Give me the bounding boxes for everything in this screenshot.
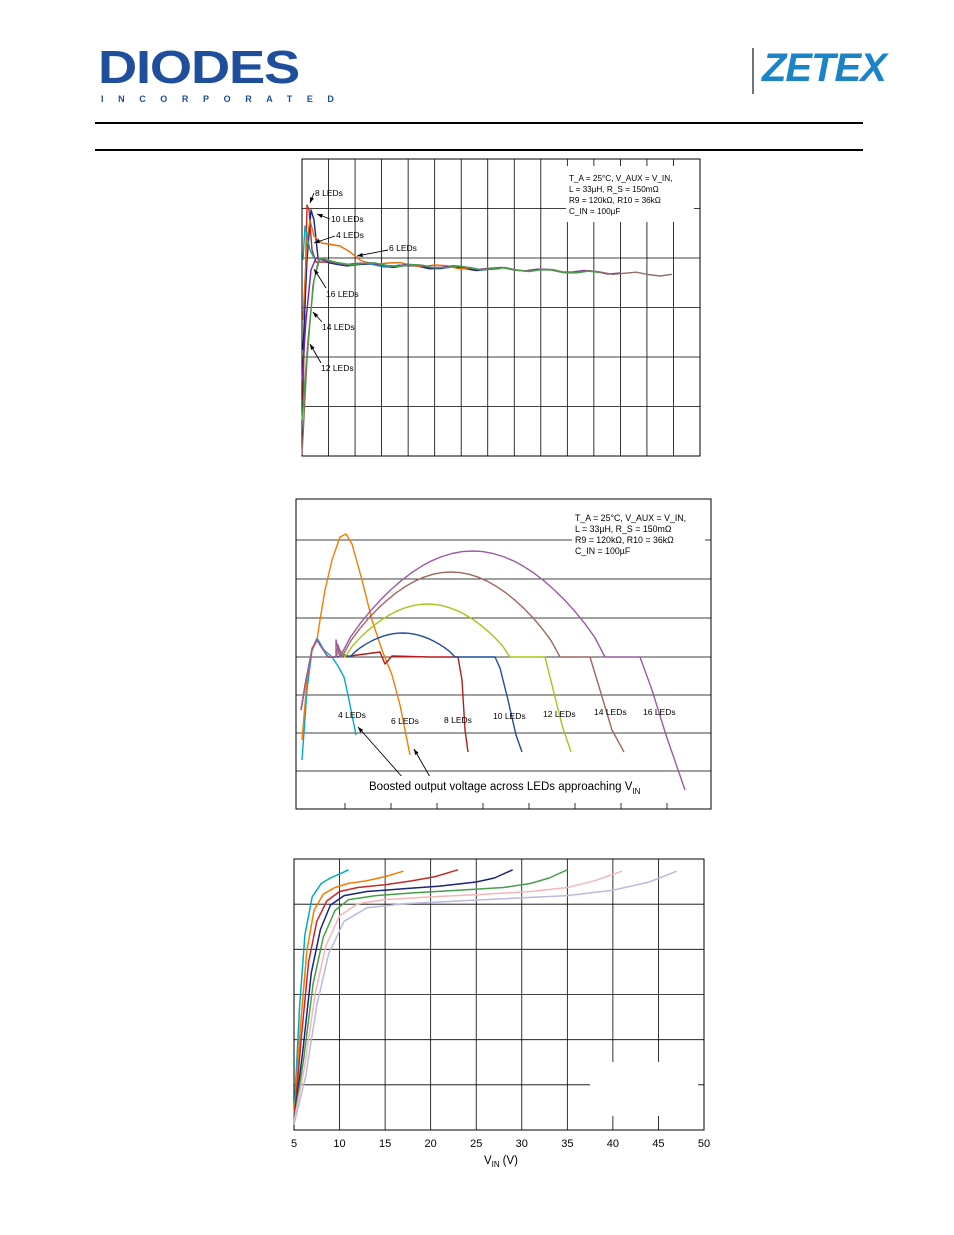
chart-2-label-6-leds: 6 LEDs xyxy=(391,716,419,726)
chart-1-label-14-leds: 14 LEDs xyxy=(322,322,355,332)
chart-3-x-ticks xyxy=(291,1138,710,1150)
chart-3-x-tick-label: 45 xyxy=(652,1138,665,1150)
annotation-line: C_IN = 100µF xyxy=(569,207,621,216)
chart-3 xyxy=(291,859,710,1169)
chart-3-x-tick-label: 15 xyxy=(378,1138,392,1150)
diodes-logo-subtext: INCORPORATED xyxy=(101,94,349,104)
chart-3-x-tick-label: 20 xyxy=(424,1138,437,1150)
annotation-line: T_A = 25°C, V_AUX = V_IN, xyxy=(575,513,687,523)
chart-3-x-axis-label: $V_{IN}$ (V) xyxy=(484,1155,519,1169)
annotation-line: R9 = 120kΩ, R10 = 36kΩ xyxy=(569,196,661,205)
chart-2-label-4-leds: 4 LEDs xyxy=(338,710,366,720)
chart-1 xyxy=(302,159,700,456)
chart-3-x-tick-label: 25 xyxy=(470,1138,483,1150)
annotation-line: L = 33µH, R_S = 150mΩ xyxy=(575,524,672,534)
chart-3-x-tick-label: 5 xyxy=(290,1138,298,1150)
chart-1-label-16-leds: 16 LEDs xyxy=(326,289,359,299)
diodes-logo-text: DIODES xyxy=(98,41,300,93)
zetex-logo-text: ZETEX xyxy=(762,46,886,90)
chart-2-label-8-leds: 8 LEDs xyxy=(444,715,472,725)
chart-1-label-4-leds: 4 LEDs xyxy=(336,230,364,240)
chart-1-label-10-leds: 10 LEDs xyxy=(331,214,364,224)
chart-3-x-tick-label: 35 xyxy=(561,1138,574,1150)
chart-2-label-10-leds: 10 LEDs xyxy=(493,711,526,721)
chart-1-label-8-leds: 8 LEDs xyxy=(315,188,343,198)
annotation-line: T_A = 25°C, V_AUX = V_IN, xyxy=(569,174,673,183)
chart-2-label-14-leds: 14 LEDs xyxy=(594,707,627,717)
annotation-line: L = 33µH, R_S = 150mΩ xyxy=(569,185,659,194)
chart-2 xyxy=(296,499,711,809)
chart-3-x-tick-label: 10 xyxy=(333,1138,346,1150)
chart-3-x-tick-label: 40 xyxy=(606,1138,620,1150)
chart-2-caption: Boosted output voltage across LEDs approaching $V_{IN}$ xyxy=(369,781,641,796)
annotation-line: R9 = 120kΩ, R10 = 36kΩ xyxy=(575,535,674,545)
chart-2-label-16-leds: 16 LEDs xyxy=(643,707,676,717)
chart-3-x-tick-label: 30 xyxy=(515,1138,528,1150)
chart-1-label-6-leds: 6 LEDs xyxy=(389,243,417,253)
chart-3-annotation-box xyxy=(590,1062,698,1116)
chart-1-label-12-leds: 12 LEDs xyxy=(321,363,354,373)
chart-2-label-12-leds: 12 LEDs xyxy=(543,709,576,719)
annotation-line: C_IN = 100µF xyxy=(575,546,631,556)
chart-3-x-tick-label: 50 xyxy=(697,1138,711,1150)
